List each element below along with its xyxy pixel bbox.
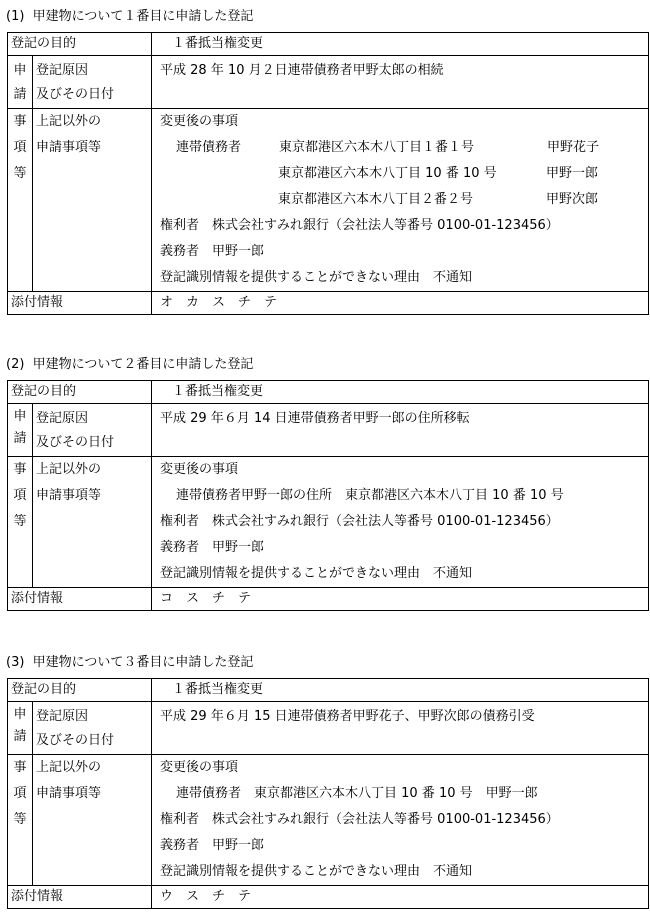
side-label-apply: 申 請 xyxy=(8,56,33,109)
attach-value: オ カ ス チ テ xyxy=(152,292,649,315)
cause-label: 登記原因 及びその日付 xyxy=(33,702,152,755)
cause-row xyxy=(8,56,649,109)
cause-value: 平成 28 年 10 月２日連帯債務者甲野太郎の相続 xyxy=(152,56,649,109)
purpose-value: １番抵当権変更 xyxy=(152,33,649,56)
cause-value: 平成 29 年６月 14 日連帯債務者甲野一郎の住所移転 xyxy=(152,404,649,457)
purpose-value: １番抵当権変更 xyxy=(152,381,649,404)
attach-row xyxy=(8,886,649,909)
side-label-apply: 申 請 xyxy=(8,702,33,755)
section-3-heading: (3) 甲建物について３番目に申請した登記 xyxy=(6,655,254,670)
attach-value: コ ス チ テ xyxy=(152,588,649,611)
purpose-label: 登記の目的 xyxy=(8,33,152,56)
debtor-line: 連帯債務者 東京都港区六本木八丁目１番１号 甲野花子 xyxy=(176,140,600,155)
other-row xyxy=(8,109,649,292)
cause-row xyxy=(8,702,649,755)
section-2-heading: (2) 甲建物について２番目に申請した登記 xyxy=(6,357,254,372)
side-label-apply: 申 請 xyxy=(8,404,33,457)
section-1-heading: (1) 甲建物について１番目に申請した登記 xyxy=(6,9,254,24)
cause-row xyxy=(8,404,649,457)
attach-value: ウ ス チ テ xyxy=(152,886,649,909)
attach-row xyxy=(8,588,649,611)
purpose-row xyxy=(8,679,649,702)
debtor-line: 東京都港区六本木八丁目２番２号 甲野次郎 xyxy=(278,192,599,207)
other-value: 変更後の事項 連帯債務者甲野一郎の住所 東京都港区六本木八丁目 10 番 10 号 権利者 株式会社すみれ銀行（会社法人等番号 0100-01-123456） 義務者 甲野一郎 登記識別情報を提供することができない理由 不通知 xyxy=(152,457,649,588)
other-value: 変更後の事項 連帯債務者 東京都港区六本木八丁目１番１号 甲野花子 東京都港区六本木八丁目 10 番 10 号 甲野一郎 東京都港区六本木八丁目２番２号 甲野次郎 権利者 株式会社すみれ銀行（会社法人等番号 0100-01-123456） 義務者 甲野一郎 登記識別情報を提供することができない理由 不通知 xyxy=(152,109,649,292)
section-3-table xyxy=(7,678,649,909)
cause-label: 登記原因 及びその日付 xyxy=(33,56,152,109)
purpose-label: 登記の目的 xyxy=(8,381,152,404)
debtor-line: 東京都港区六本木八丁目 10 番 10 号 甲野一郎 xyxy=(278,166,599,181)
other-label: 上記以外の 申請事項等 xyxy=(33,755,152,886)
attach-label: 添付情報 xyxy=(8,292,152,315)
purpose-row xyxy=(8,381,649,404)
purpose-value: １番抵当権変更 xyxy=(152,679,649,702)
section-2-table xyxy=(7,380,649,611)
other-row xyxy=(8,457,649,588)
section-1-table xyxy=(7,32,649,315)
cause-label: 登記原因 及びその日付 xyxy=(33,404,152,457)
purpose-row xyxy=(8,33,649,56)
other-value: 変更後の事項 連帯債務者 東京都港区六本木八丁目 10 番 10 号 甲野一郎 権利者 株式会社すみれ銀行（会社法人等番号 0100-01-123456） 義務者 甲野一郎 登記識別情報を提供することができない理由 不通知 xyxy=(152,755,649,886)
attach-label: 添付情報 xyxy=(8,588,152,611)
attach-label: 添付情報 xyxy=(8,886,152,909)
side-label-items: 事 項 等 xyxy=(8,457,33,588)
purpose-label: 登記の目的 xyxy=(8,679,152,702)
cause-value: 平成 29 年６月 15 日連帯債務者甲野花子、甲野次郎の債務引受 xyxy=(152,702,649,755)
side-label-items: 事 項 等 xyxy=(8,109,33,292)
other-label: 上記以外の 申請事項等 xyxy=(33,109,152,292)
other-label: 上記以外の 申請事項等 xyxy=(33,457,152,588)
attach-row xyxy=(8,292,649,315)
side-label-items: 事 項 等 xyxy=(8,755,33,886)
other-row xyxy=(8,755,649,886)
